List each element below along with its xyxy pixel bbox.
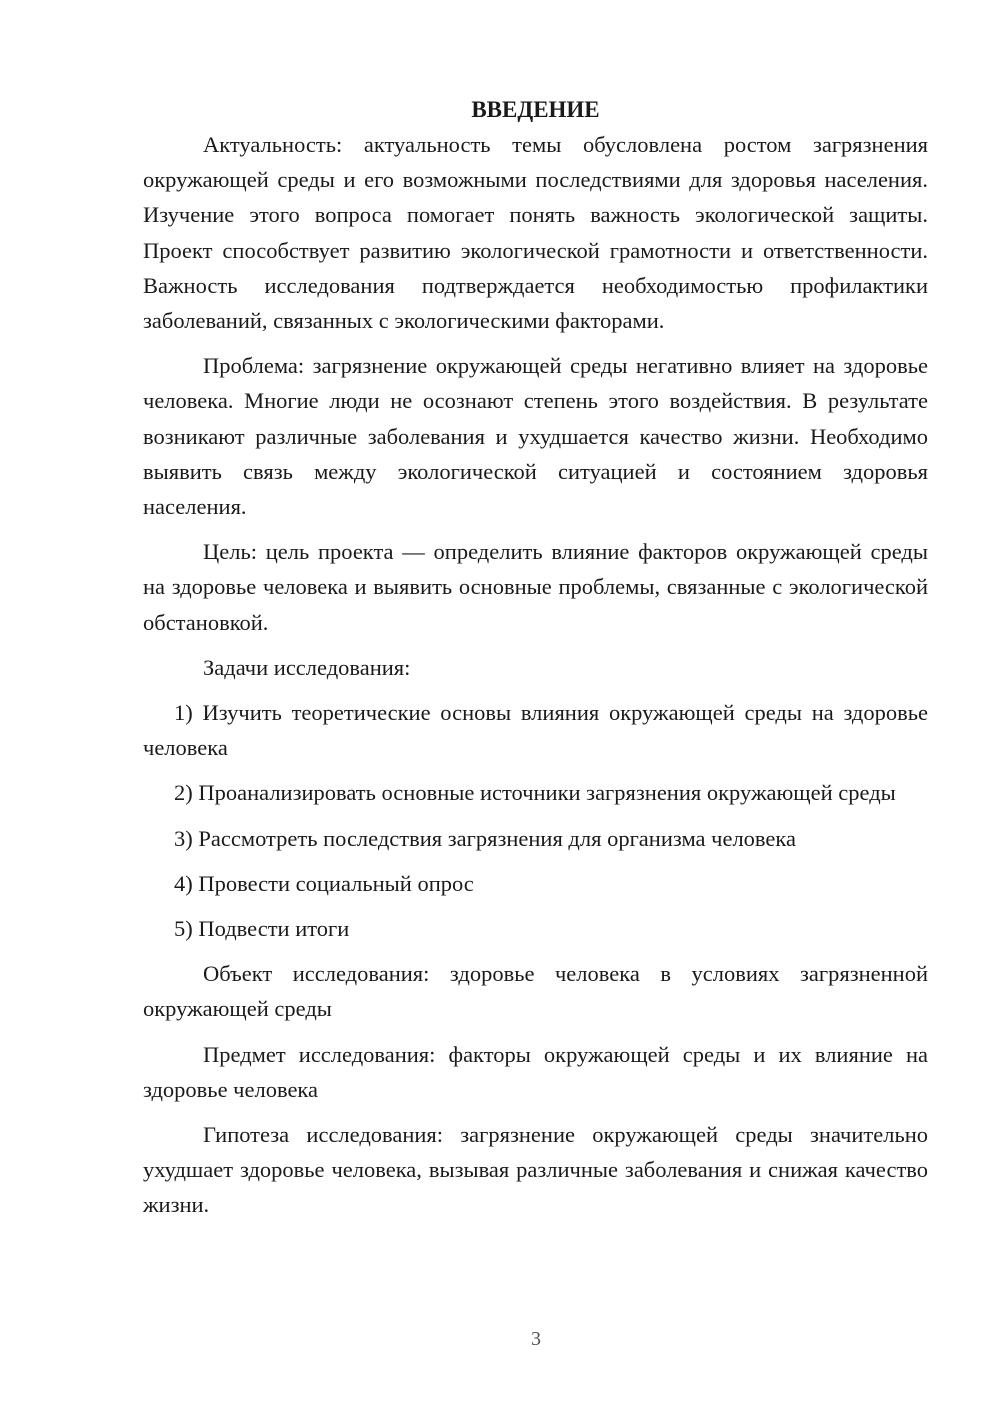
list-item: 4) Провести социальный опрос xyxy=(174,870,474,896)
document-page xyxy=(143,92,928,1223)
list-item: 3) Рассмотреть последствия загрязнения для организма человека xyxy=(174,825,796,851)
paragraph-goal: Цель: цель проекта — определить влияние факторов окружающей среды на здоровье человека и выявить основные проблемы, связанные с экологической обстановкой. xyxy=(143,539,928,635)
paragraph-tasks-heading: Задачи исследования: xyxy=(203,654,411,680)
list-item: 1) Изучить теоретические основы влияния окружающей среды на здоровье человека xyxy=(143,700,928,761)
paragraph-object: Объект исследования: здоровье человека в условиях загрязненной окружающей среды xyxy=(143,961,928,1022)
paragraph-subject: Предмет исследования: факторы окружающей среды и их влияние на здоровье человека xyxy=(143,1041,928,1102)
paragraph-problem: Проблема: загрязнение окружающей среды негативно влияет на здоровье человека. Многие люди не осознают степень этого воздействия. В результате возникают различные заболевания и ухудшается качество жизни. Необходимо выявить связь между экологической ситуацией и состоянием здоровья населения. xyxy=(143,353,928,520)
list-item: 5) Подвести итоги xyxy=(174,916,350,942)
page-title: ВВЕДЕНИЕ xyxy=(471,97,600,122)
paragraph-hypothesis: Гипотеза исследования: загрязнение окружающей среды значительно ухудшает здоровье человека, вызывая различные заболевания и снижая качество жизни. xyxy=(143,1122,928,1218)
paragraph-relevance: Актуальность: актуальность темы обусловлена ростом загрязнения окружающей среды и его возможными последствиями для здоровья населения. Изучение этого вопроса помогает понять важность экологической защиты. Проект способствует развитию экологической грамотности и ответственности. Важность исследования подтверждается необходимостью профилактики заболеваний, связанных с экологическими факторами. xyxy=(143,132,928,334)
list-item: 2) Проанализировать основные источники загрязнения окружающей среды xyxy=(174,780,896,806)
page-number: 3 xyxy=(531,1328,541,1350)
